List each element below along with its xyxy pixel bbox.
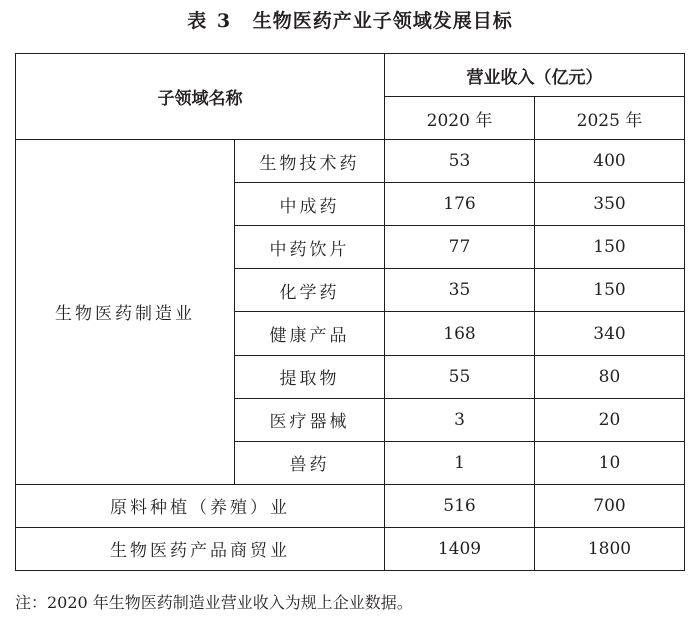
row-name: 生物医药产品商贸业 [16,527,385,570]
row-value-2025: 150 [535,226,685,269]
row-value-2025: 10 [535,441,685,484]
row-value-2025: 350 [535,183,685,226]
table-title-label: 表 [187,10,208,32]
row-value-2020: 1409 [385,527,535,570]
row-value-2025: 1800 [535,527,685,570]
row-value-2020: 1 [385,441,535,484]
header-year-2025: 2025 年 [535,97,685,140]
header-subfield-name: 子领域名称 [16,54,385,140]
table-title [0,6,700,33]
row-value-2025: 400 [535,140,685,183]
row-value-2025: 20 [535,398,685,441]
row-value-2020: 168 [385,312,535,355]
group-label: 生物医药制造业 [16,140,235,485]
row-name: 中成药 [235,183,385,226]
row-name: 原料种植（养殖）业 [16,484,385,527]
row-value-2020: 35 [385,269,535,312]
row-value-2020: 77 [385,226,535,269]
row-value-2020: 55 [385,355,535,398]
row-name: 提取物 [235,355,385,398]
table-title-text: 生物医药产业子领域发展目标 [252,10,513,32]
row-value-2020: 516 [385,484,535,527]
header-year-2020: 2020 年 [385,97,535,140]
header-revenue: 营业收入（亿元） [385,54,685,97]
row-value-2020: 3 [385,398,535,441]
table-note: 注：2020 年生物医药制造业营业收入为规上企业数据。 [15,593,413,612]
row-value-2020: 53 [385,140,535,183]
row-name: 中药饮片 [235,226,385,269]
row-name: 生物技术药 [235,140,385,183]
row-name: 化学药 [235,269,385,312]
row-value-2025: 340 [535,312,685,355]
row-value-2025: 150 [535,269,685,312]
row-name: 医疗器械 [235,398,385,441]
table-title-number: 3 [216,10,232,32]
targets-table [15,53,685,571]
row-name: 健康产品 [235,312,385,355]
row-value-2025: 700 [535,484,685,527]
row-name: 兽药 [235,441,385,484]
row-value-2020: 176 [385,183,535,226]
row-value-2025: 80 [535,355,685,398]
